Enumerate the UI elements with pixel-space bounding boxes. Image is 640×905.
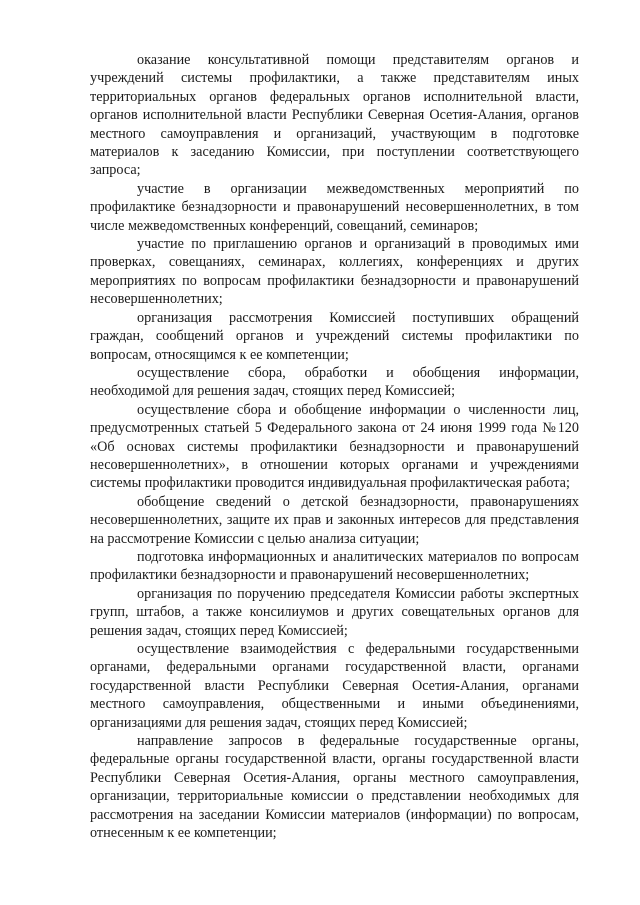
- paragraph-citizen-appeals: организация рассмотрения Комиссией поступивших обращений граждан, сообщений органов и учреждений системы профилактики по вопросам, относящимся к ее компетенции;: [90, 309, 579, 363]
- paragraph-requests: направление запросов в федеральные государственные органы, федеральные органы государственной власти, органы государственной власти Республики Северная Осетия-Алания, органы местного самоуправления, организации, территориальные комиссии о представлении необходимых для рассмотрения на заседании Комиссии материалов (информации) по вопросам, отнесенным к ее компетенции;: [90, 733, 579, 842]
- paragraph-statistics-federal-law: осуществление сбора и обобщение информации о численности лиц, предусмотренных статьей 5 Федерального закона от 24 июня 1999 года №120 «Об основах системы профилактики безнадзорности и правонарушений несовершеннолетних», в отношении которых органами и учреждениями системы профилактики проводится индивидуальная профилактическая работа;: [90, 401, 579, 492]
- paragraph-interaction: осуществление взаимодействия с федеральными государственными органами, федеральными органами государственной власти, органами государственной власти Республики Северная Осетия-Алания, органами местного самоуправления, общественными и иными объединениями, организациями для решения задач, стоящих перед Комиссией;: [90, 641, 579, 731]
- document-page: [90, 51, 579, 842]
- paragraph-inspections-participation: участие по приглашению органов и организаций в проводимых ими проверках, совещаниях, семинарах, коллегиях, конференциях и других мероприятиях по вопросам профилактики безнадзорности и правонарушений несовершеннолетних;: [90, 236, 579, 308]
- paragraph-analytical-materials: подготовка информационных и аналитических материалов по вопросам профилактики безнадзорности и правонарушений несовершеннолетних;: [90, 548, 579, 584]
- paragraph-neglect-summary: обобщение сведений о детской безнадзорности, правонарушениях несовершеннолетних, защите их прав и законных интересов для представления на рассмотрение Комиссии с целью анализа ситуации;: [90, 493, 579, 547]
- paragraph-information-collection: осуществление сбора, обработки и обобщения информации, необходимой для решения задач, стоящих перед Комиссией;: [90, 364, 579, 400]
- paragraph-interagency-events: участие в организации межведомственных мероприятий по профилактике безнадзорности и правонарушений несовершеннолетних, в том числе межведомственных конференций, совещаний, семинаров;: [90, 180, 579, 234]
- paragraph-consultative-assistance: оказание консультативной помощи представителям органов и учреждений системы профилактики, а также представителям иных территориальных органов федеральных органов исполнительной власти, органов исполнительной власти Республики Северная Осетия-Алания, органов местного самоуправления и организаций, участвующим в подготовке материалов к заседанию Комиссии, при поступлении соответствующего запроса;: [90, 52, 579, 179]
- paragraph-expert-groups: организация по поручению председателя Комиссии работы экспертных групп, штабов, а также консилиумов и других совещательных органов для решения задач, стоящих перед Комиссией;: [90, 585, 579, 639]
